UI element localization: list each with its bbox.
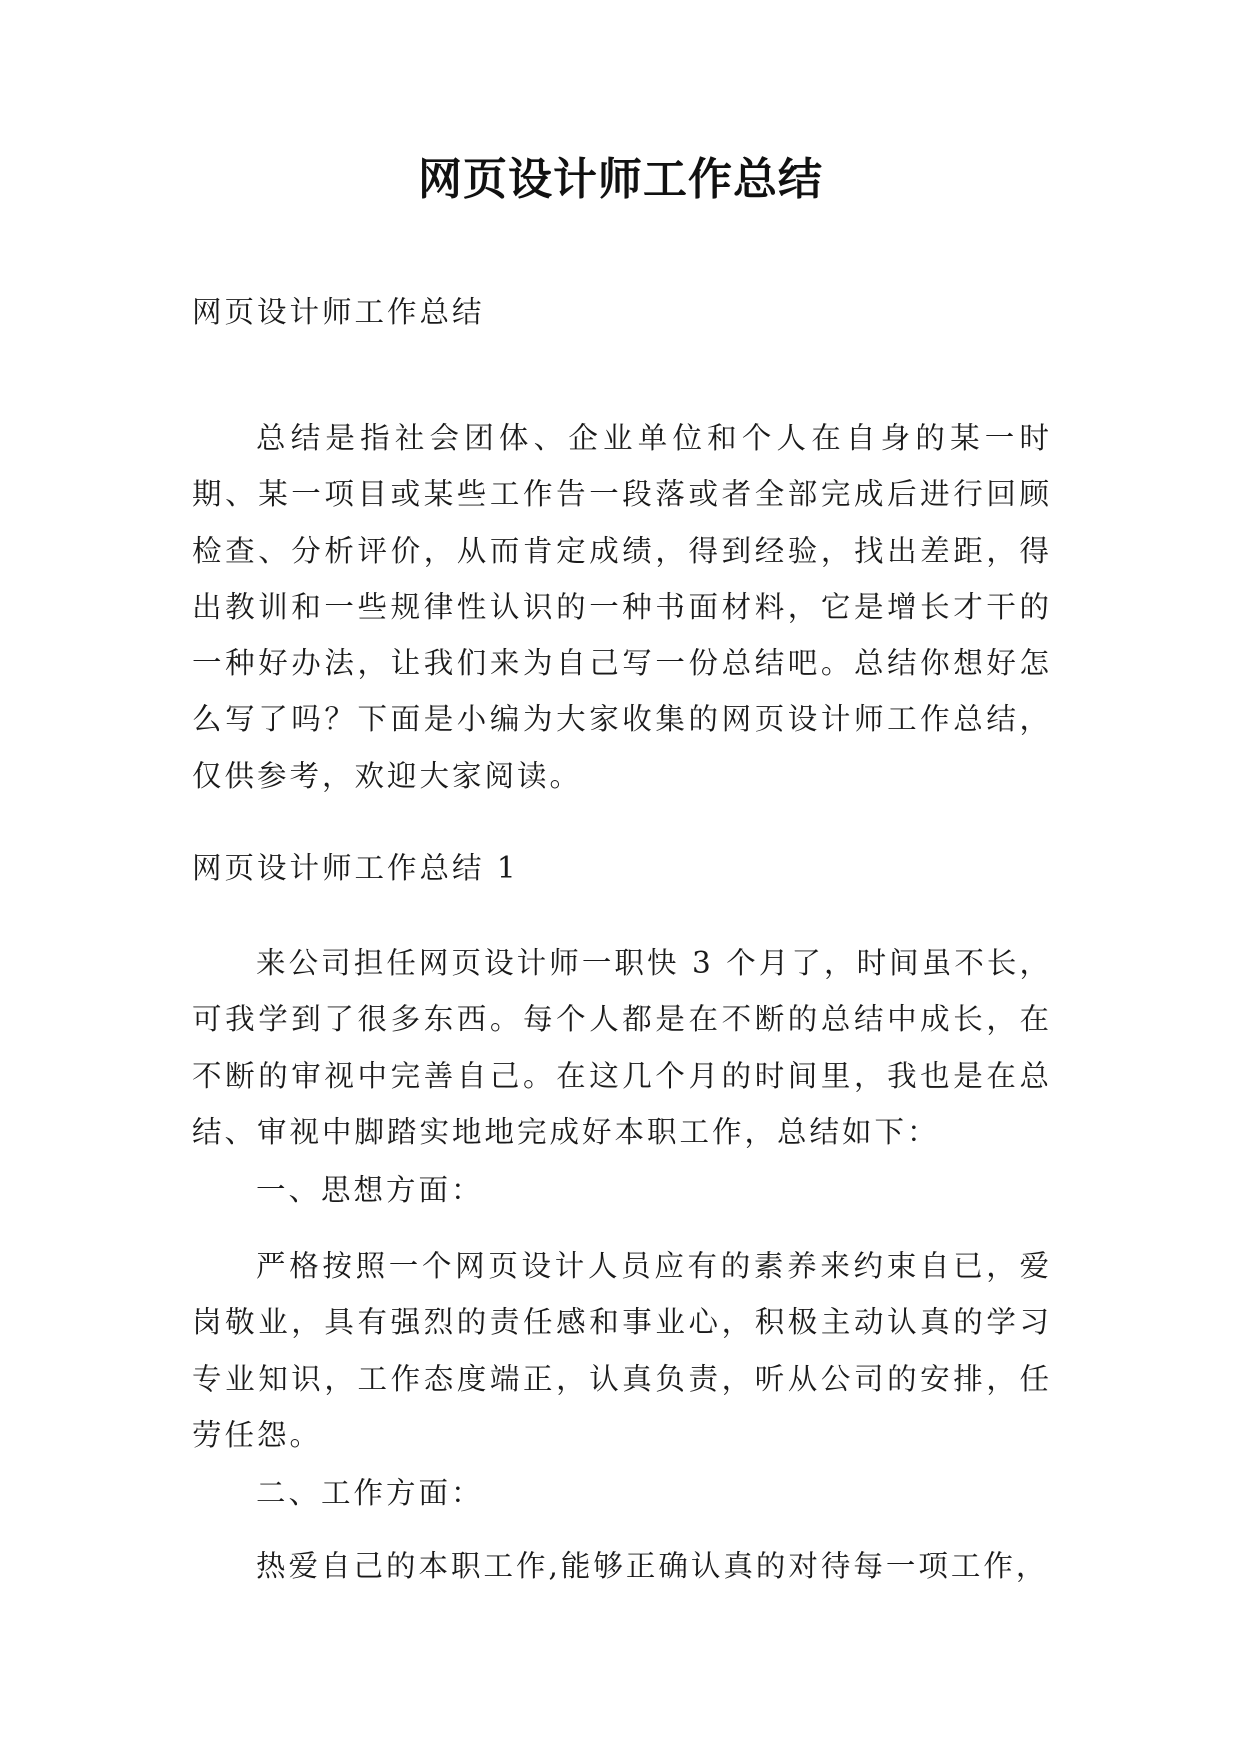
section-heading: 网页设计师工作总结 1 [192, 851, 519, 885]
intro-paragraph: 总结是指社会团体、企业单位和个人在自身的某一时期、某一项目或某些工作告一段落或者全部完成后进行回顾检查、分析评价，从而肯定成绩，得到经验，找出差距，得出教训和一些规律性认识的一种书面材料，它是增长才干的一种好办法，让我们来为自己写一份总结吧。总结你想好怎么写了吗？下面是小编为大家收集的网页设计师工作总结，仅供参考，欢迎大家阅读。 [192, 421, 1052, 793]
work-heading: 二、工作方面： [256, 1476, 484, 1510]
section-opening-paragraph: 来公司担任网页设计师一职快 3 个月了，时间虽不长，可我学到了很多东西。每个人都是在不断的总结中成长，在不断的审视中完善自己。在这几个月的时间里，我也是在总结、审视中脚踏实地地完成好本职工作，总结如下： [192, 946, 1052, 1149]
thought-paragraph: 严格按照一个网页设计人员应有的素养来约束自已，爱岗敬业，具有强烈的责任感和事业心，积极主动认真的学习专业知识，工作态度端正，认真负责，听从公司的安排，任劳任怨。 [192, 1249, 1052, 1452]
document-subtitle: 网页设计师工作总结 [192, 295, 485, 329]
work-paragraph: 热爱自己的本职工作,能够正确认真的对待每一项工作， [256, 1549, 1049, 1583]
thought-heading: 一、思想方面： [256, 1173, 484, 1207]
document-title: 网页设计师工作总结 [418, 154, 823, 205]
